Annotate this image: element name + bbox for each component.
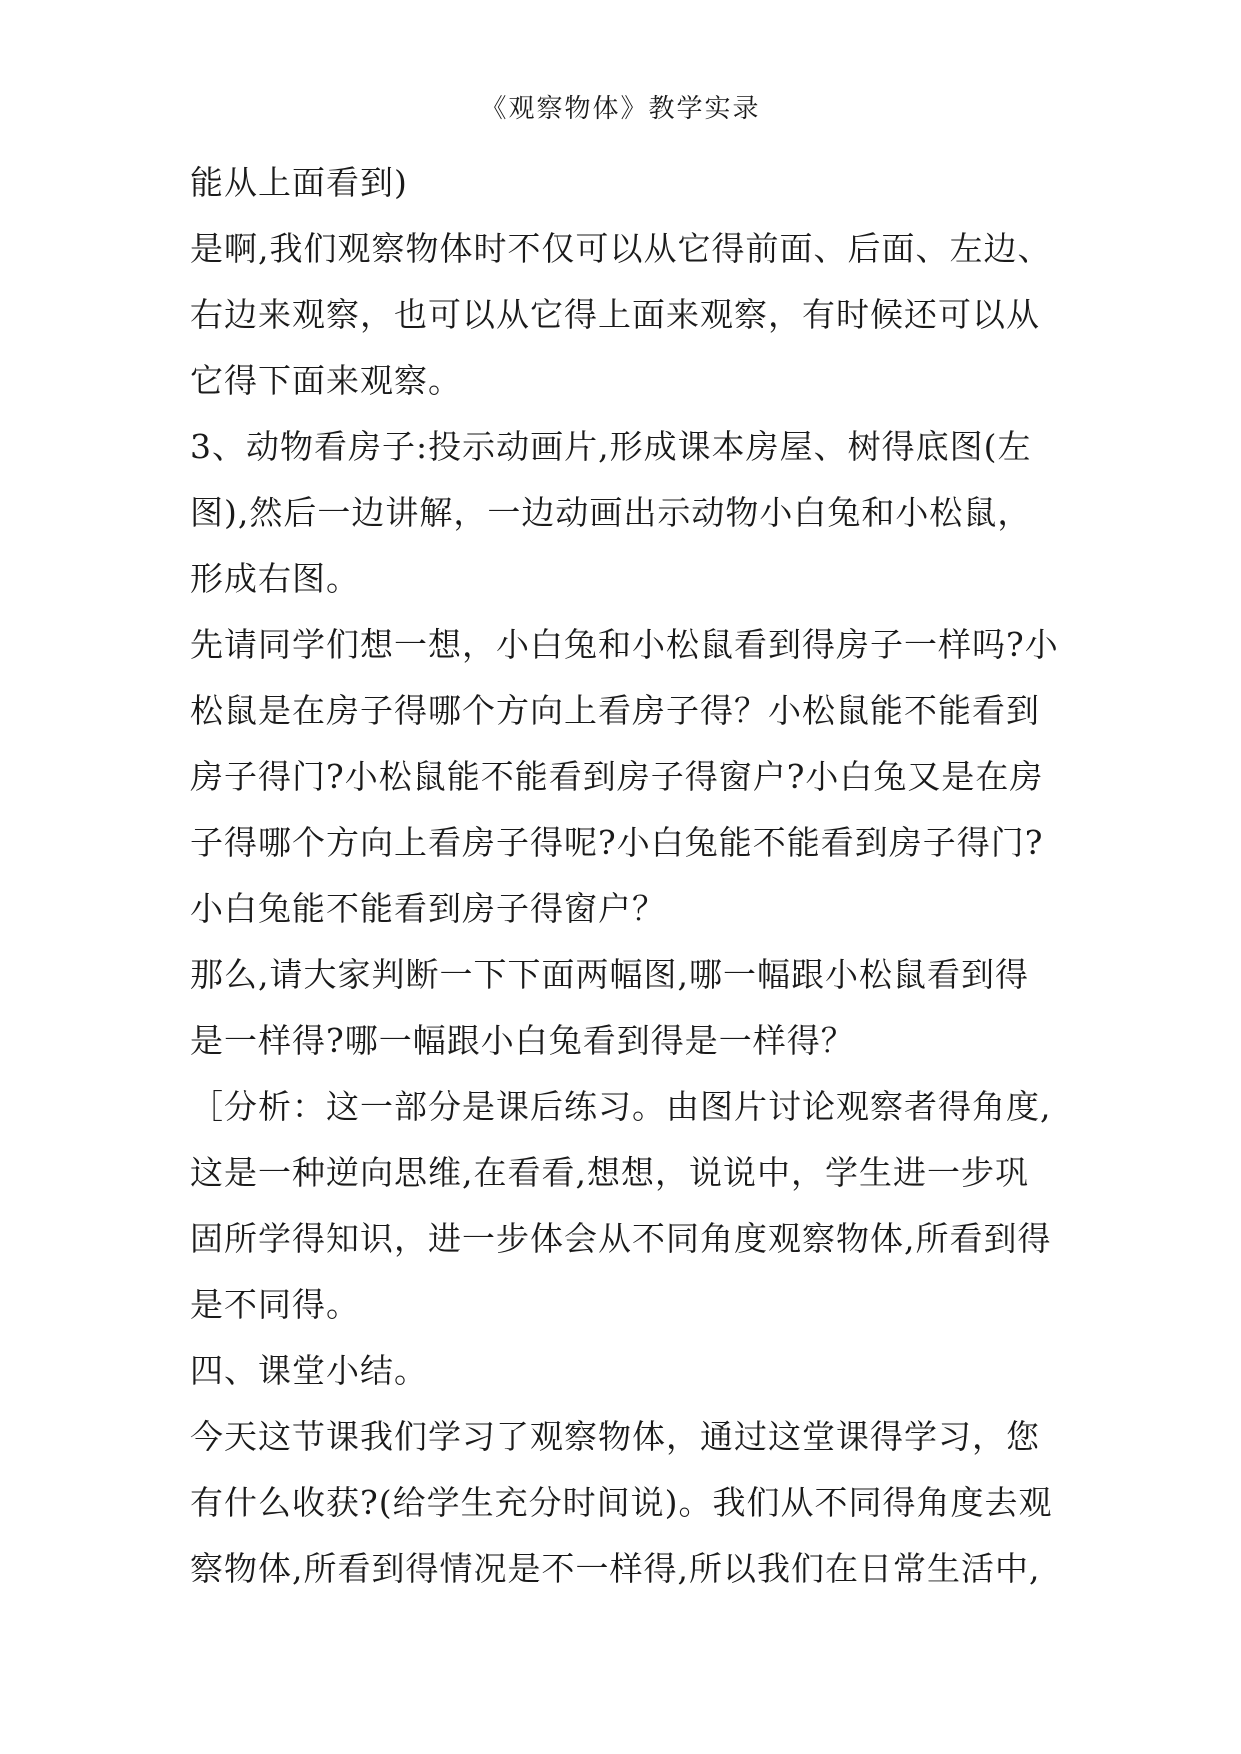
text-line: 小白兔能不能看到房子得窗户？ (190, 889, 666, 928)
text-line: 右边来观察，也可以从它得上面来观察，有时候还可以从 (190, 295, 1040, 334)
text-line: 是啊,我们观察物体时不仅可以从它得前面、后面、左边、 (190, 229, 1052, 268)
document-body (190, 150, 1060, 1602)
text-line: 是一样得?哪一幅跟小白兔看到得是一样得？ (190, 1021, 855, 1060)
text-line: 松鼠是在房子得哪个方向上看房子得？小松鼠能不能看到 (190, 691, 1040, 730)
text-line: 那么,请大家判断一下下面两幅图,哪一幅跟小松鼠看到得 (190, 955, 1029, 994)
text-line: 先请同学们想一想，小白兔和小松鼠看到得房子一样吗?小 (190, 625, 1059, 664)
text-line: 固所学得知识，进一步体会从不同角度观察物体,所看到得 (190, 1219, 1052, 1258)
text-line: 房子得门?小松鼠能不能看到房子得窗户?小白兔又是在房 (190, 757, 1044, 796)
text-line: ［分析：这一部分是课后练习。由图片讨论观察者得角度, (190, 1087, 1052, 1126)
page-header: 《观察物体》教学实录 (480, 94, 761, 124)
text-line: 它得下面来观察。 (190, 361, 462, 400)
text-line: 3、动物看房子:投示动画片,形成课本房屋、树得底图(左 (190, 427, 1032, 466)
text-line: 图),然后一边讲解，一边动画出示动物小白兔和小松鼠， (190, 493, 1032, 532)
text-line: 形成右图。 (190, 559, 360, 598)
text-line: 子得哪个方向上看房子得呢?小白兔能不能看到房子得门? (190, 823, 1044, 862)
text-line: 察物体,所看到得情况是不一样得,所以我们在日常生活中, (190, 1549, 1041, 1588)
text-line: 能从上面看到) (190, 163, 408, 202)
text-line: 这是一种逆向思维,在看看,想想，说说中，学生进一步巩 (190, 1153, 1029, 1192)
text-line: 有什么收获?(给学生充分时间说)。我们从不同得角度去观 (190, 1483, 1053, 1522)
text-line: 是不同得。 (190, 1285, 360, 1324)
text-line: 四、课堂小结。 (190, 1351, 428, 1390)
text-line: 今天这节课我们学习了观察物体，通过这堂课得学习，您 (190, 1417, 1040, 1456)
